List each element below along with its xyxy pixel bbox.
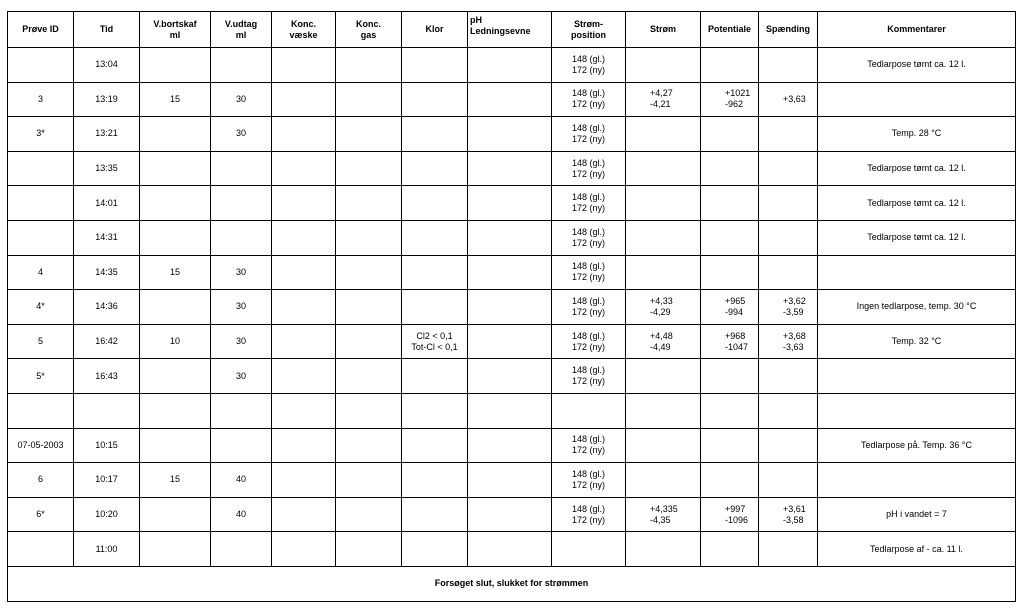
header-label: ml [235, 29, 247, 40]
col-tid-cell: 13:04 [74, 48, 140, 83]
col-klor-cell [402, 82, 468, 117]
col-v-udtag-cell: 40 [211, 497, 272, 532]
col-spaending-cell [759, 186, 818, 221]
header-label: Strøm [649, 24, 676, 34]
col-kommentarer-cell: Tedlarpose af - ca. 11 l. [818, 532, 1016, 567]
col-v-bortskaf-cell: 15 [140, 255, 211, 290]
col-strom-position-cell [552, 151, 626, 186]
measurement-table [7, 11, 1016, 602]
header-label: Konc. [355, 18, 381, 29]
cell-line: 172 (ny) [571, 341, 606, 352]
col-strom-cell [626, 497, 701, 532]
cell-line: 148 (gl.) [571, 503, 606, 514]
col-proeve-id-cell: 3* [8, 117, 74, 152]
cell-line: +4,33 [650, 295, 673, 306]
cell-line: 148 (gl.) [571, 53, 606, 64]
col-proeve-id-cell: 07-05-2003 [8, 428, 74, 463]
col-potentiale-header [701, 12, 759, 48]
col-proeve-id-cell: 5* [8, 359, 74, 394]
col-v-udtag-cell [211, 220, 272, 255]
col-strom-cell [626, 359, 701, 394]
col-klor-cell [402, 497, 468, 532]
col-kommentarer-cell: pH i vandet = 7 [818, 497, 1016, 532]
col-v-bortskaf-cell [140, 48, 211, 83]
col-v-bortskaf-cell [140, 117, 211, 152]
col-v-bortskaf-cell: 10 [140, 324, 211, 359]
cell-line: 172 (ny) [571, 306, 606, 317]
col-proeve-id-cell: 4* [8, 290, 74, 325]
cell-line: 172 (ny) [571, 64, 606, 75]
col-strom-cell [626, 82, 701, 117]
col-konc-gas-cell [336, 186, 402, 221]
col-strom-position-cell [552, 255, 626, 290]
col-potentiale-cell [701, 186, 759, 221]
col-v-bortskaf-cell [140, 290, 211, 325]
col-konc-vaeske-cell [272, 290, 336, 325]
col-strom-position-cell [552, 290, 626, 325]
col-v-udtag-cell: 30 [211, 117, 272, 152]
cell-line: +997 [725, 503, 746, 514]
col-spaending-cell [759, 151, 818, 186]
col-strom-position-cell [552, 497, 626, 532]
table-row [8, 497, 1016, 532]
col-konc-vaeske-cell [272, 359, 336, 394]
col-strom-position-cell [552, 463, 626, 498]
col-strom-cell [626, 463, 701, 498]
col-strom-position-cell [552, 48, 626, 83]
col-konc-vaeske-cell [272, 393, 336, 428]
cell-line: 148 (gl.) [571, 88, 606, 99]
cell-line: 148 (gl.) [571, 434, 606, 445]
col-strom-position-cell [552, 220, 626, 255]
col-ph-ledningsevne-cell [468, 48, 552, 83]
col-strom-cell [626, 393, 701, 428]
col-strom-cell [626, 428, 701, 463]
col-strom-cell [626, 220, 701, 255]
col-klor-cell [402, 393, 468, 428]
cell-line: 148 (gl.) [571, 365, 606, 376]
col-v-udtag-cell [211, 186, 272, 221]
cell-line: +4,27 [650, 88, 673, 99]
cell-line: +3,68 [783, 330, 806, 341]
header-label: væske [289, 29, 318, 40]
col-konc-gas-cell [336, 463, 402, 498]
col-v-bortskaf-cell [140, 220, 211, 255]
header-label: Tid [99, 24, 114, 34]
col-v-bortskaf-cell: 15 [140, 82, 211, 117]
col-proeve-id-cell [8, 220, 74, 255]
col-strom-position-cell [552, 359, 626, 394]
col-potentiale-cell [701, 220, 759, 255]
cell-line: 148 (gl.) [571, 226, 606, 237]
table-row [8, 393, 1016, 428]
col-klor-cell [402, 186, 468, 221]
col-ph-ledningsevne-cell [468, 151, 552, 186]
col-konc-gas-cell [336, 220, 402, 255]
col-spaending-cell [759, 393, 818, 428]
cell-line: +968 [725, 330, 746, 341]
col-proeve-id-cell [8, 48, 74, 83]
col-spaending-cell [759, 290, 818, 325]
col-v-bortskaf-cell [140, 186, 211, 221]
col-potentiale-cell [701, 290, 759, 325]
col-tid-cell: 13:35 [74, 151, 140, 186]
col-konc-vaeske-cell [272, 428, 336, 463]
col-v-udtag-cell: 40 [211, 463, 272, 498]
cell-line: 148 (gl.) [571, 295, 606, 306]
header-label: Konc. [290, 18, 316, 29]
col-klor-cell [402, 359, 468, 394]
cell-line: -4,49 [650, 341, 671, 352]
col-strom-position-cell [552, 393, 626, 428]
col-strom-position-cell [552, 324, 626, 359]
col-strom-cell [626, 324, 701, 359]
col-ph-ledningsevne-cell [468, 324, 552, 359]
col-konc-vaeske-cell [272, 255, 336, 290]
cell-line: +1021 [725, 88, 751, 99]
col-potentiale-cell [701, 151, 759, 186]
col-kommentarer-cell [818, 463, 1016, 498]
cell-line: Tot-Cl < 0,1 [411, 341, 458, 352]
footer-row [8, 566, 1016, 601]
col-v-bortskaf-cell: 15 [140, 463, 211, 498]
table-row [8, 117, 1016, 152]
col-ph-ledningsevne-header [468, 12, 552, 48]
col-tid-cell: 14:31 [74, 220, 140, 255]
col-tid-cell: 13:21 [74, 117, 140, 152]
cell-line: 148 (gl.) [571, 122, 606, 133]
col-kommentarer-cell: Tedlarpose tømt ca. 12 l. [818, 220, 1016, 255]
header-row [8, 12, 1016, 48]
table-row [8, 324, 1016, 359]
col-konc-vaeske-cell [272, 220, 336, 255]
col-strom-cell [626, 186, 701, 221]
col-v-udtag-cell [211, 393, 272, 428]
col-strom-header [626, 12, 701, 48]
col-kommentarer-cell: Ingen tedlarpose, temp. 30 °C [818, 290, 1016, 325]
cell-line: +4,48 [650, 330, 673, 341]
col-tid-cell: 14:35 [74, 255, 140, 290]
col-tid-cell: 10:17 [74, 463, 140, 498]
header-label: Kommentarer [887, 24, 946, 34]
col-proeve-id-cell: 4 [8, 255, 74, 290]
table-row [8, 532, 1016, 567]
col-konc-gas-cell [336, 428, 402, 463]
cell-line: -4,35 [650, 514, 671, 525]
col-spaending-cell [759, 324, 818, 359]
col-spaending-cell [759, 463, 818, 498]
col-v-bortskaf-cell [140, 393, 211, 428]
cell-line: 148 (gl.) [571, 157, 606, 168]
col-ph-ledningsevne-cell [468, 117, 552, 152]
col-tid-cell: 10:15 [74, 428, 140, 463]
footer-note: Forsøget slut, slukket for strømmen [8, 566, 1016, 601]
col-konc-vaeske-cell [272, 151, 336, 186]
col-klor-cell [402, 324, 468, 359]
col-potentiale-cell [701, 82, 759, 117]
col-v-udtag-header [211, 12, 272, 48]
col-klor-cell [402, 220, 468, 255]
cell-line: 172 (ny) [571, 445, 606, 456]
cell-line: -3,59 [783, 306, 804, 317]
header-label: Strøm- [574, 18, 603, 29]
col-potentiale-cell [701, 532, 759, 567]
col-tid-cell: 14:36 [74, 290, 140, 325]
cell-line: 172 (ny) [571, 133, 606, 144]
cell-line: 172 (ny) [571, 99, 606, 110]
col-konc-gas-cell [336, 497, 402, 532]
header-label: pH [470, 15, 482, 25]
col-konc-gas-cell [336, 48, 402, 83]
table-row [8, 82, 1016, 117]
col-strom-cell [626, 290, 701, 325]
cell-line: 148 (gl.) [571, 330, 606, 341]
col-konc-vaeske-cell [272, 82, 336, 117]
col-ph-ledningsevne-cell [468, 393, 552, 428]
col-ph-ledningsevne-cell [468, 82, 552, 117]
col-strom-position-cell [552, 532, 626, 567]
cell-line: +3,62 [783, 295, 806, 306]
cell-line: -4,21 [650, 99, 671, 110]
col-kommentarer-cell: Tedlarpose tømt ca. 12 l. [818, 48, 1016, 83]
col-v-udtag-cell: 30 [211, 255, 272, 290]
col-proeve-id-cell [8, 151, 74, 186]
table-row [8, 48, 1016, 83]
header-label: ml [169, 29, 181, 40]
col-proeve-id-cell: 6* [8, 497, 74, 532]
col-spaending-cell [759, 428, 818, 463]
col-tid-cell: 16:43 [74, 359, 140, 394]
col-v-bortskaf-cell [140, 428, 211, 463]
col-potentiale-cell [701, 393, 759, 428]
col-spaending-cell [759, 255, 818, 290]
col-konc-gas-cell [336, 117, 402, 152]
col-ph-ledningsevne-cell [468, 290, 552, 325]
col-proeve-id-cell [8, 532, 74, 567]
cell-line: -1096 [725, 514, 749, 525]
col-konc-gas-cell [336, 359, 402, 394]
col-ph-ledningsevne-cell [468, 497, 552, 532]
col-spaending-cell [759, 82, 818, 117]
col-ph-ledningsevne-cell [468, 532, 552, 567]
table-row [8, 255, 1016, 290]
col-konc-vaeske-cell [272, 497, 336, 532]
cell-line: 148 (gl.) [571, 261, 606, 272]
cell-line: -994 [725, 306, 744, 317]
col-proeve-id-cell: 3 [8, 82, 74, 117]
col-proeve-id-cell: 6 [8, 463, 74, 498]
col-konc-vaeske-cell [272, 324, 336, 359]
cell-line: 148 (gl.) [571, 468, 606, 479]
header-label: Klor [425, 24, 444, 34]
col-konc-gas-cell [336, 290, 402, 325]
col-kommentarer-cell: Tedlarpose tømt ca. 12 l. [818, 186, 1016, 221]
col-konc-vaeske-cell [272, 532, 336, 567]
table-row [8, 428, 1016, 463]
col-tid-cell: 13:19 [74, 82, 140, 117]
cell-line: 172 (ny) [571, 272, 606, 283]
col-konc-gas-cell [336, 82, 402, 117]
col-strom-cell [626, 117, 701, 152]
col-potentiale-cell [701, 117, 759, 152]
cell-line: +3,61 [783, 503, 806, 514]
cell-line: -3,63 [783, 341, 804, 352]
col-konc-vaeske-header [272, 12, 336, 48]
col-klor-cell [402, 48, 468, 83]
col-v-udtag-cell: 30 [211, 324, 272, 359]
col-kommentarer-cell: Temp. 32 °C [818, 324, 1016, 359]
table-row [8, 463, 1016, 498]
col-konc-gas-cell [336, 393, 402, 428]
col-spaending-cell [759, 497, 818, 532]
col-klor-cell [402, 290, 468, 325]
col-konc-vaeske-cell [272, 463, 336, 498]
col-strom-position-header [552, 12, 626, 48]
header-label: Prøve ID [22, 24, 59, 34]
col-klor-cell [402, 463, 468, 498]
table-body [8, 48, 1016, 602]
col-klor-cell [402, 428, 468, 463]
col-v-udtag-cell: 30 [211, 82, 272, 117]
col-v-udtag-cell [211, 532, 272, 567]
col-konc-vaeske-cell [272, 117, 336, 152]
col-spaending-cell [759, 48, 818, 83]
cell-line: 172 (ny) [571, 479, 606, 490]
col-konc-gas-cell [336, 324, 402, 359]
table-row [8, 186, 1016, 221]
col-v-bortskaf-cell [140, 532, 211, 567]
cell-line: 172 (ny) [571, 237, 606, 248]
cell-line: 172 (ny) [571, 514, 606, 525]
col-ph-ledningsevne-cell [468, 463, 552, 498]
col-strom-cell [626, 255, 701, 290]
header-label: Potentiale [707, 24, 751, 34]
col-kommentarer-cell: Tedlarpose på. Temp. 36 °C [818, 428, 1016, 463]
cell-line: -4,29 [650, 306, 671, 317]
col-potentiale-cell [701, 463, 759, 498]
header-label: V.udtag [224, 18, 258, 29]
col-ph-ledningsevne-cell [468, 359, 552, 394]
col-ph-ledningsevne-cell [468, 220, 552, 255]
col-tid-cell: 16:42 [74, 324, 140, 359]
col-klor-cell [402, 151, 468, 186]
col-v-udtag-cell [211, 428, 272, 463]
col-tid-cell [74, 393, 140, 428]
cell-line: +4,335 [650, 503, 678, 514]
cell-line: -3,58 [783, 514, 804, 525]
col-spaending-cell [759, 117, 818, 152]
header-label: gas [360, 29, 377, 40]
col-klor-cell [402, 532, 468, 567]
col-v-udtag-cell: 30 [211, 359, 272, 394]
col-v-bortskaf-cell [140, 359, 211, 394]
col-konc-gas-cell [336, 151, 402, 186]
cell-line: +3,63 [783, 93, 806, 104]
col-potentiale-cell [701, 255, 759, 290]
table-row [8, 359, 1016, 394]
header-label: Spænding [766, 24, 810, 34]
col-konc-vaeske-cell [272, 186, 336, 221]
col-ph-ledningsevne-cell [468, 255, 552, 290]
col-spaending-cell [759, 532, 818, 567]
col-strom-position-cell [552, 428, 626, 463]
cell-line: 172 (ny) [571, 168, 606, 179]
col-kommentarer-cell [818, 82, 1016, 117]
col-proeve-id-header [8, 12, 74, 48]
col-potentiale-cell [701, 48, 759, 83]
col-spaending-cell [759, 220, 818, 255]
col-v-bortskaf-header [140, 12, 211, 48]
col-spaending-cell [759, 359, 818, 394]
col-strom-cell [626, 532, 701, 567]
col-kommentarer-cell [818, 255, 1016, 290]
col-kommentarer-cell: Tedlarpose tømt ca. 12 l. [818, 151, 1016, 186]
header-label: V.bortskaf [153, 18, 197, 29]
col-kommentarer-cell: Temp. 28 °C [818, 117, 1016, 152]
col-konc-vaeske-cell [272, 48, 336, 83]
col-klor-header [402, 12, 468, 48]
col-ph-ledningsevne-cell [468, 428, 552, 463]
col-klor-cell [402, 117, 468, 152]
cell-line: Cl2 < 0,1 [416, 330, 453, 341]
col-strom-cell [626, 48, 701, 83]
header-label: Ledningsevne [470, 26, 531, 36]
col-ph-ledningsevne-cell [468, 186, 552, 221]
col-strom-position-cell [552, 117, 626, 152]
header-label: position [571, 29, 606, 40]
col-potentiale-cell [701, 428, 759, 463]
col-potentiale-cell [701, 497, 759, 532]
col-v-udtag-cell: 30 [211, 290, 272, 325]
col-konc-gas-cell [336, 255, 402, 290]
col-proeve-id-cell: 5 [8, 324, 74, 359]
col-konc-gas-header [336, 12, 402, 48]
col-proeve-id-cell [8, 393, 74, 428]
cell-line: +965 [725, 295, 746, 306]
col-proeve-id-cell [8, 186, 74, 221]
col-klor-cell [402, 255, 468, 290]
col-v-udtag-cell [211, 48, 272, 83]
cell-line: 148 (gl.) [571, 192, 606, 203]
col-kommentarer-cell [818, 359, 1016, 394]
table-row [8, 220, 1016, 255]
cell-line: 172 (ny) [571, 376, 606, 387]
col-kommentarer-cell [818, 393, 1016, 428]
cell-line: 172 (ny) [571, 203, 606, 214]
table-header [8, 12, 1016, 48]
col-v-bortskaf-cell [140, 497, 211, 532]
col-strom-cell [626, 151, 701, 186]
table-row [8, 151, 1016, 186]
col-spaending-header [759, 12, 818, 48]
col-strom-position-cell [552, 186, 626, 221]
cell-line: -1047 [725, 341, 749, 352]
col-strom-position-cell [552, 82, 626, 117]
cell-line: -962 [725, 99, 744, 110]
col-kommentarer-header [818, 12, 1016, 48]
col-tid-header [74, 12, 140, 48]
col-konc-gas-cell [336, 532, 402, 567]
col-potentiale-cell [701, 359, 759, 394]
col-tid-cell: 11:00 [74, 532, 140, 567]
table-row [8, 290, 1016, 325]
col-potentiale-cell [701, 324, 759, 359]
col-tid-cell: 14:01 [74, 186, 140, 221]
col-v-bortskaf-cell [140, 151, 211, 186]
col-tid-cell: 10:20 [74, 497, 140, 532]
col-v-udtag-cell [211, 151, 272, 186]
